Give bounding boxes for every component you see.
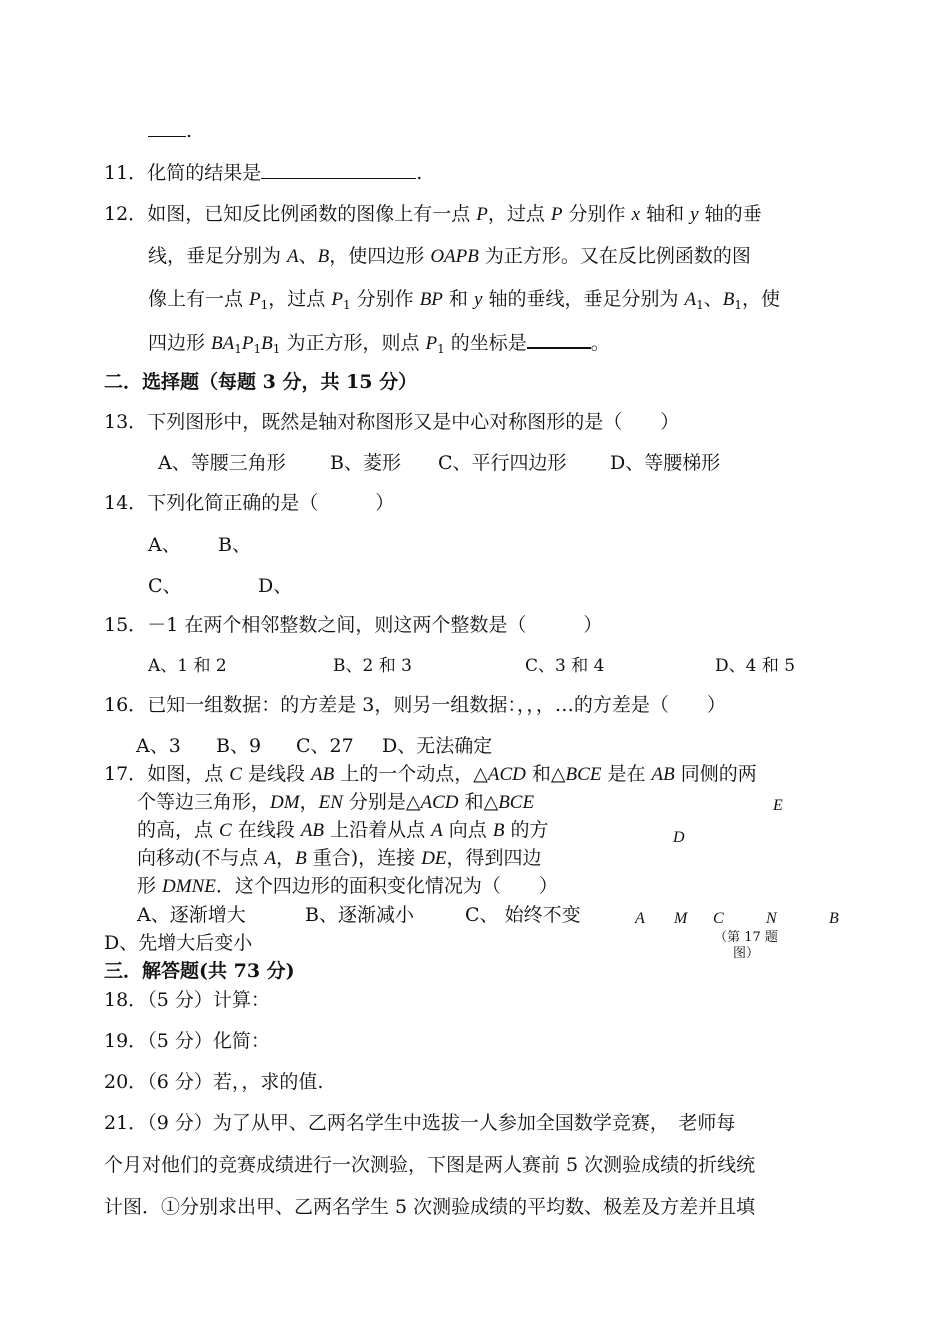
q14-options-row-2 xyxy=(148,574,292,598)
question-15 xyxy=(104,613,602,637)
q13-options xyxy=(158,451,720,475)
question-text: （6 分）若，，求的值. xyxy=(147,1071,324,1093)
option-c[interactable]: C、 始终不变 xyxy=(465,904,581,926)
question-number: 11． xyxy=(104,162,148,184)
question-16 xyxy=(104,693,726,717)
option-d[interactable]: D、 xyxy=(258,575,293,597)
question-number: 16． xyxy=(104,694,148,716)
section-heading-2: 二．选择题（每题 3 分，共 15 分） xyxy=(104,371,418,393)
q17-line-3: 的高，点 C 在线段 AB 上沿着从点 A 向点 B 的方 xyxy=(137,819,549,841)
option-a[interactable]: A、 xyxy=(148,534,181,556)
question-14 xyxy=(104,491,394,515)
q17-options-row-2 xyxy=(104,931,252,955)
option-c[interactable]: C、 xyxy=(148,575,182,597)
option-c[interactable]: C、27 xyxy=(296,735,354,757)
q12-line-2: 线，垂足分别为 A、B，使四边形 OAPB 为正方形。又在反比例函数的图 xyxy=(148,245,751,267)
question-text: 下列图形中，既然是轴对称图形又是中心对称图形的是（ ） xyxy=(147,411,680,433)
question-number: 15． xyxy=(104,614,148,636)
question-text: 化简的结果是 xyxy=(147,162,262,184)
q12-line-3: 像上有一点 $P_1$，过点 $P_1$ 分别作 BP 和 y 轴的垂线，垂足分别为 $A_1$、$B_1$，使 xyxy=(148,288,781,312)
question-11: 11．化简的结果是 . xyxy=(104,162,423,184)
figure-caption: （第 17 题 图） xyxy=(714,930,778,961)
q17-line-5: 形 DMNE．这个四边形的面积变化情况为（ ） xyxy=(137,875,558,897)
q17-options-row-1 xyxy=(137,903,581,927)
point-label-c: C xyxy=(713,910,724,927)
question-18 xyxy=(104,988,270,1012)
option-d[interactable]: D、等腰梯形 xyxy=(610,452,721,474)
q21-line-1: 21．（9 分）为了从甲、乙两名学生中选拔一人参加全国数学竞赛， 老师每 xyxy=(104,1112,736,1134)
q12-line-4: 四边形 $BA_1P_1B_1$ 为正方形，则点 $P_1$ 的坐标是 。 xyxy=(148,329,610,361)
question-number: 12． xyxy=(104,203,148,225)
point-label-d: D xyxy=(673,829,685,846)
question-19 xyxy=(104,1029,270,1053)
question-number: 20． xyxy=(104,1071,148,1093)
question-text: （5 分）计算： xyxy=(147,989,270,1011)
question-text: （5 分）化简： xyxy=(147,1030,270,1052)
question-number: 21． xyxy=(104,1112,148,1134)
q17-line-1: 17．如图，点 C 是线段 AB 上的一个动点，△ACD 和△BCE 是在 AB 同侧的两 xyxy=(104,763,757,785)
answer-blank[interactable] xyxy=(148,118,186,137)
q21-line-3: 计图．①分别求出甲、乙两名学生 5 次测验成绩的平均数、极差及方差并且填 xyxy=(104,1196,756,1218)
point-label-n: N xyxy=(766,910,777,927)
answer-blank[interactable] xyxy=(261,160,416,179)
question-number: 18． xyxy=(104,989,148,1011)
point-label-e: E xyxy=(773,797,783,814)
option-b[interactable]: B、9 xyxy=(216,735,262,757)
question-number: 13． xyxy=(104,411,148,433)
question-text: 已知一组数据：的方差是 3，则另一组数据：，，，…的方差是（ ） xyxy=(147,694,726,716)
option-a[interactable]: A、3 xyxy=(136,735,181,757)
option-a[interactable]: A、1 和 2 xyxy=(148,656,227,676)
point-label-a: A xyxy=(635,910,645,927)
option-a[interactable]: A、逐渐增大 xyxy=(137,904,246,926)
question-number: 14． xyxy=(104,492,148,514)
q10-tail: . xyxy=(148,118,192,143)
option-a[interactable]: A、等腰三角形 xyxy=(158,452,286,474)
section-heading-3: 三．解答题(共 73 分) xyxy=(104,960,295,982)
option-d[interactable]: D、先增大后变小 xyxy=(104,932,253,954)
option-d[interactable]: D、无法确定 xyxy=(382,735,493,757)
option-b[interactable]: B、2 和 3 xyxy=(333,656,412,676)
option-b[interactable]: B、逐渐减小 xyxy=(305,904,414,926)
answer-blank[interactable] xyxy=(527,329,591,349)
q16-options xyxy=(136,734,492,758)
question-13 xyxy=(104,410,679,434)
point-label-b: B xyxy=(829,910,839,927)
question-text: －1 在两个相邻整数之间，则这两个整数是（ ） xyxy=(147,614,603,636)
option-d[interactable]: D、4 和 5 xyxy=(715,656,796,676)
question-text: 下列化简正确的是（ ） xyxy=(147,492,395,514)
option-b[interactable]: B、 xyxy=(218,534,251,556)
question-number: 17． xyxy=(104,763,148,785)
option-b[interactable]: B、菱形 xyxy=(330,452,401,474)
point-label-m: M xyxy=(674,910,688,927)
q17-line-4: 向移动(不与点 A，B 重合)，连接 DE，得到四边 xyxy=(137,847,542,869)
option-c[interactable]: C、平行四边形 xyxy=(438,452,567,474)
option-c[interactable]: C、3 和 4 xyxy=(525,656,605,676)
question-number: 19． xyxy=(104,1030,148,1052)
q21-line-2: 个月对他们的竞赛成绩进行一次测验，下图是两人赛前 5 次测验成绩的折线统 xyxy=(104,1154,756,1176)
question-20 xyxy=(104,1070,323,1094)
q12-line-1: 12．如图，已知反比例函数的图像上有一点 P，过点 P 分别作 x 轴和 y 轴的垂 xyxy=(104,203,762,225)
q15-options xyxy=(148,654,795,678)
q17-line-2: 个等边三角形，DM，EN 分别是△ACD 和△BCE xyxy=(137,791,535,813)
q14-options-row-1 xyxy=(148,533,251,557)
